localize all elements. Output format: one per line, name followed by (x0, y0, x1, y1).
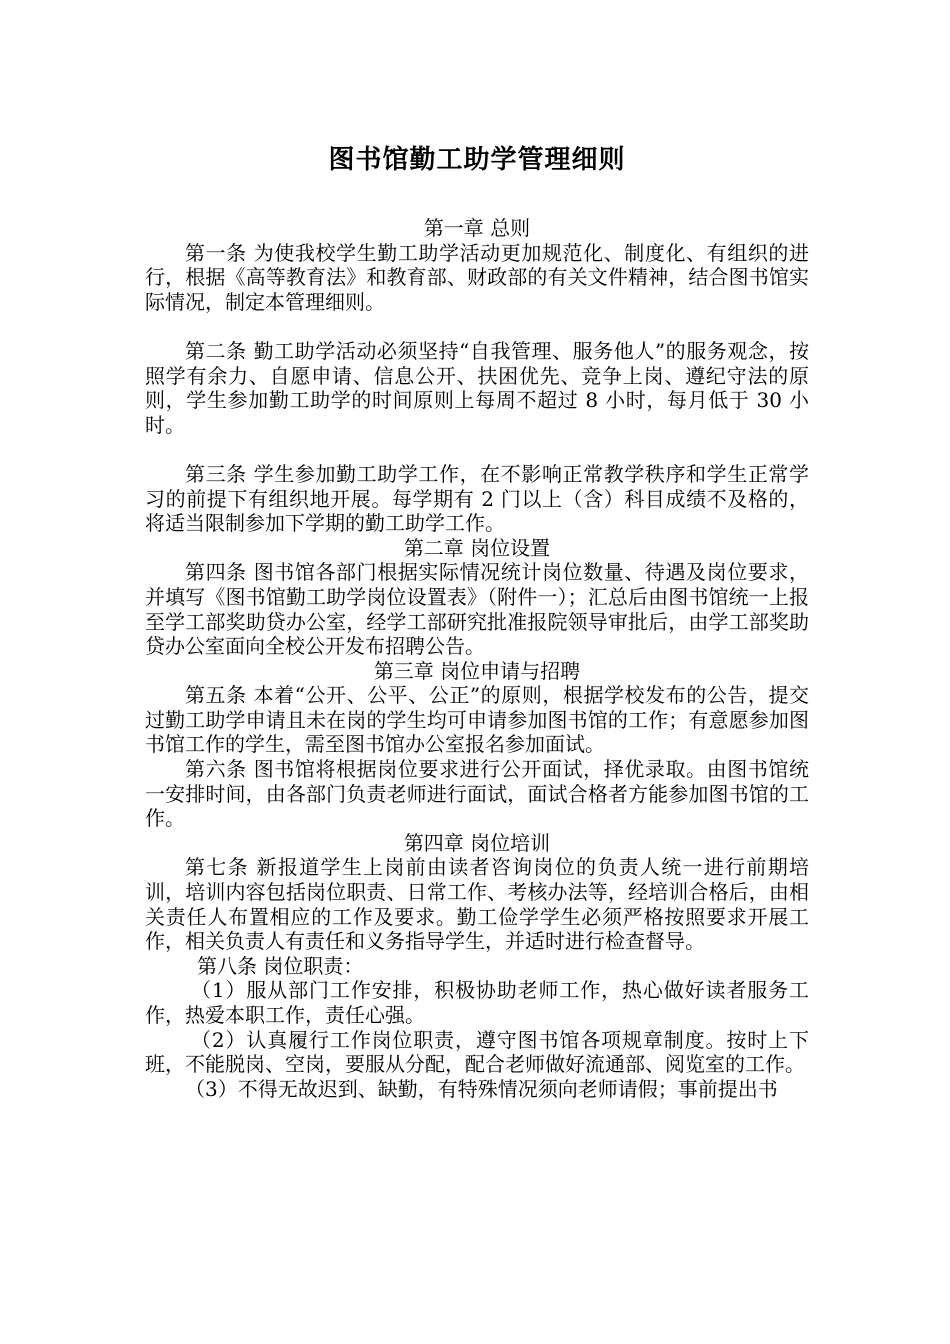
article-1: 第一条 为使我校学生勤工助学活动更加规范化、制度化、有组织的进行，根据《高等教育法》和教育部、财政部的有关文件精神，结合图书馆实际情况，制定本管理细则。 (145, 240, 809, 314)
article-2: 第二条 勤工助学活动必须坚持“自我管理、服务他人”的服务观念，按照学有余力、自愿申请、信息公开、扶困优先、竞争上岗、遵纪守法的原则，学生参加勤工助学的时间原则上每周不超过 8 小时，每月低于 30 小时。 (145, 338, 809, 437)
article-5: 第五条 本着“公开、公平、公正”的原则，根据学校发布的公告，提交过勤工助学申请且未在岗的学生均可申请参加图书馆的工作；有意愿参加图书馆工作的学生，需至图书馆办公室报名参加面试。 (145, 683, 809, 757)
article-8: 第八条 岗位职责： (197, 953, 364, 978)
article-4: 第四条 图书馆各部门根据实际情况统计岗位数量、待遇及岗位要求，并填写《图书馆勤工助学岗位设置表》（附件一）；汇总后由图书馆统一上报至学工部奖助贷办公室，经学工部研究批准报院领导审批后，由学工部奖助贷办公室面向全校公开发布招聘公告。 (145, 560, 809, 659)
article-7: 第七条 新报道学生上岗前由读者咨询岗位的负责人统一进行前期培训，培训内容包括岗位职责、日常工作、考核办法等，经培训合格后，由相关责任人布置相应的工作及要求。勤工俭学学生必须严格按照要求开展工作，相关负责人有责任和义务指导学生，并适时进行检查督导。 (145, 855, 809, 954)
duty-item-3: （3）不得无故迟到、缺勤，有特殊情况须向老师请假；事前提出书 (185, 1076, 778, 1101)
document-page (145, 138, 809, 1101)
duty-item-1: （1）服从部门工作安排，积极协助老师工作，热心做好读者服务工作，热爱本职工作，责任心强。 (145, 978, 809, 1027)
duty-item-2: （2）认真履行工作岗位职责，遵守图书馆各项规章制度。按时上下班，不能脱岗、空岗，要服从分配，配合老师做好流通部、阅览室的工作。 (145, 1027, 809, 1077)
paragraph-spacer (145, 437, 809, 462)
article-3: 第三条 学生参加勤工助学工作，在不影响正常教学秩序和学生正常学习的前提下有组织地开展。每学期有 2 门以上（含）科目成绩不及格的，将适当限制参加下学期的勤工助学工作。 (145, 461, 809, 536)
article-6: 第六条 图书馆将根据岗位要求进行公开面试，择优录取。由图书馆统一安排时间，由各部门负责老师进行面试，面试合格者方能参加图书馆的工作。 (145, 757, 809, 831)
chapter-heading-1: 第一章 总则 (423, 216, 531, 240)
chapter-heading-3: 第三章 岗位申请与招聘 (373, 658, 581, 683)
document-body (145, 216, 809, 1101)
paragraph-spacer (145, 314, 809, 339)
chapter-heading-4: 第四章 岗位培训 (403, 830, 551, 855)
chapter-heading-2: 第二章 岗位设置 (403, 535, 551, 560)
document-title: 图书馆勤工助学管理细则 (328, 145, 626, 175)
